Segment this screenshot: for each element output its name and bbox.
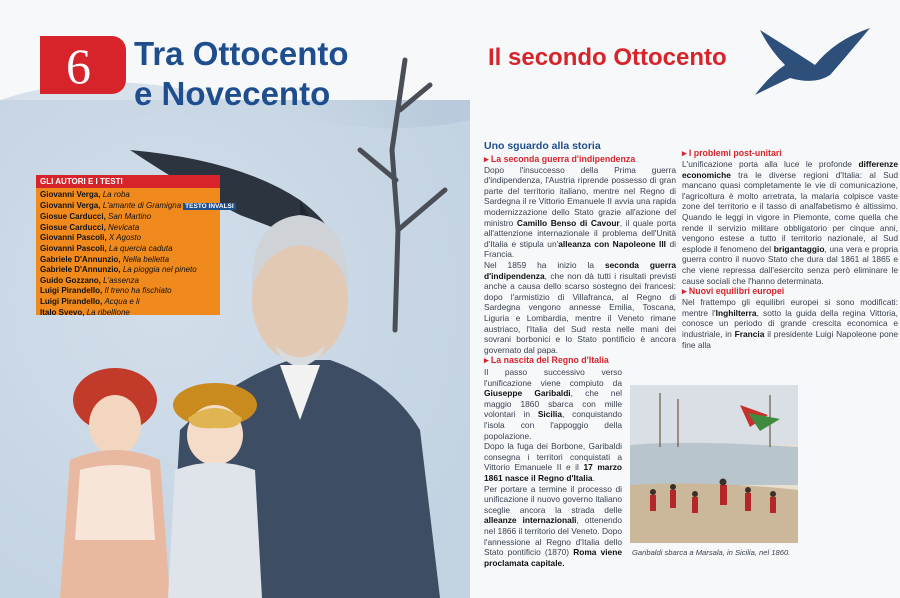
section-title: Il secondo Ottocento [488,44,727,71]
work-title: Nella belletta [122,254,170,264]
authors-box [36,175,234,317]
paragraph: Per portare a termine il processo di unificazione il nuovo governo italiano sceglie ancora la strada delle alleanze internazionali, ottenendo nel 1866 il territorio del Veneto. Dopo l'annessione al Regno d'Italia dello Stato pontificio (1870) Roma viene proclamata capitale. [484,483,622,568]
author-name: Giovanni Verga, [40,200,101,210]
work-title: L'amante di Gramigna [102,200,182,210]
author-entry [40,244,216,255]
history-column-1b [484,367,622,568]
author-name: Giosue Carducci, [40,222,106,232]
work-title: L'assenza [103,275,139,285]
history-column-1 [484,141,676,366]
paragraph: Nel 1859 ha inizio la seconda guerra d'indipendenza, che non dà tutti i risultati previsti anche a causa dello scarso sostegno dei francesi: dopo l'armistizio di Villafranca, al Regno di Sardegna vengono annesse Emilia, Toscana, Liguria e Lombardia, mentre il Veneto rimane austriaco, l'Italia del Sud resta nelle mani dei sovrani borbonici e lo Stato pontificio è ancora governato dal papa. [484,259,676,355]
work-title: Acqua e li [104,296,140,306]
author-entry [40,212,216,223]
doll-left [60,368,170,598]
authors-list [36,188,234,320]
paragraph: Il passo successivo verso l'unificazione viene compiuto da Giuseppe Garibaldi, che nel maggio 1860 sbarca con mille volontari in Sicilia, conquistando l'isola con l'appoggio della popolazione. [484,367,622,441]
author-entry [40,286,216,297]
doll-right [168,383,262,598]
author-name: Luigi Pirandello, [40,296,103,306]
subheading-kingdom: ▸ La nascita del Regno d'Italia [484,355,676,366]
author-name: Guido Gozzano, [40,275,101,285]
subheading-european-balance: ▸ Nuovi equilibri europei [682,286,898,297]
work-title: La pioggia nel pineto [122,265,197,275]
author-name: Italo Svevo, [40,307,85,317]
paragraph: L'unificazione porta alla luce le profonde differenze economiche tra le diverse regioni d'Italia: al Sud mancano quasi completamente le vie di comunicazione, l'agricoltura è molto arretrata, la malaria colpisce vaste zone del territorio e il tasso di analfabetismo è altissimo. Quando le leggi in vigore in Piemonte, come quella che rende il servizio militare obbligatorio per cinque anni, vengono estese a tutto il territorio nazionale, al Sud esplode il fenomeno del brigantaggio, una vera e propria guerra contro il nuovo Stato che dura dal 1861 al 1865 e che viene repressa dall'esercito senza però eliminare le cause sociali che l'hanno determinata. [682,159,899,286]
authors-heading: GLI AUTORI E I TESTI [36,175,220,188]
paragraph: Nel frattempo gli equilibri europei si sono modificati: mentre l'Inghilterra, sotto la guida della regina Vittoria, conosce un periodo di grande crescita economica e industriale, in Francia il presidente Luigi Napoleone pone fine alla [682,297,899,350]
work-title: La quercia caduta [108,243,173,253]
work-title: Nevicata [108,222,140,232]
work-title: Il treno ha fischiato [104,286,172,296]
chapter-title-line1: Tra Ottocento [134,35,349,72]
invalsi-badge: TESTO INVALSI [185,202,234,210]
author-entry [40,276,216,287]
author-entry [40,255,216,266]
chapter-title-line2: e Novecento [134,75,331,112]
author-name: Gabriele D'Annunzio, [40,254,121,264]
work-title: San Martino [108,212,152,222]
paragraph: Dopo l'insuccesso della Prima guerra d'indipendenza, l'Austria riprende possesso di gran parte del territorio italiano, mentre nel Regno di Sardegna il re Vittorio Emanuele II avvia una rapida modernizzazione dello Stato grazie all'azione del ministro Camillo Benso di Cavour, il quale porta all'attenzione internazionale il problema dell'Unità d'Italia e stipula un'alleanza con Napoleone III di Francia. [484,164,677,260]
work-title: X Agosto [108,233,142,243]
author-entry [40,200,234,213]
author-name: Giosue Carducci, [40,212,106,222]
subheading-post-unification: ▸ I problemi post-unitari [682,148,898,159]
author-name: Gabriele D'Annunzio, [40,265,121,275]
work-title: La roba [102,190,130,199]
history-heading: Uno sguardo alla storia [484,140,601,152]
author-name: Giovanni Verga, [40,190,101,199]
history-column-2 [682,148,898,350]
chapter-title [134,34,349,114]
author-entry [40,308,216,319]
garibaldi-painting [630,385,798,543]
author-entry [40,190,216,201]
author-entry [40,233,216,244]
painting-caption: Garibaldi sbarca a Marsala, in Sicilia, nel 1860. [632,548,791,557]
author-entry [40,297,216,308]
author-name: Giovanni Pascoli, [40,233,107,243]
work-title: La ribellione [86,307,130,317]
paragraph: Dopo la fuga dei Borbone, Garibaldi consegna i territori conquistati a Vittorio Emanuele II e il 17 marzo 1861 nasce il Regno d'Italia. [484,441,623,483]
subheading-second-war: ▸ La seconda guerra d'indipendenza [484,154,676,165]
author-name: Giovanni Pascoli, [40,243,107,253]
author-entry [40,223,216,234]
chapter-number: 6 [66,38,91,94]
author-entry [40,265,216,276]
author-name: Luigi Pirandello, [40,286,103,296]
